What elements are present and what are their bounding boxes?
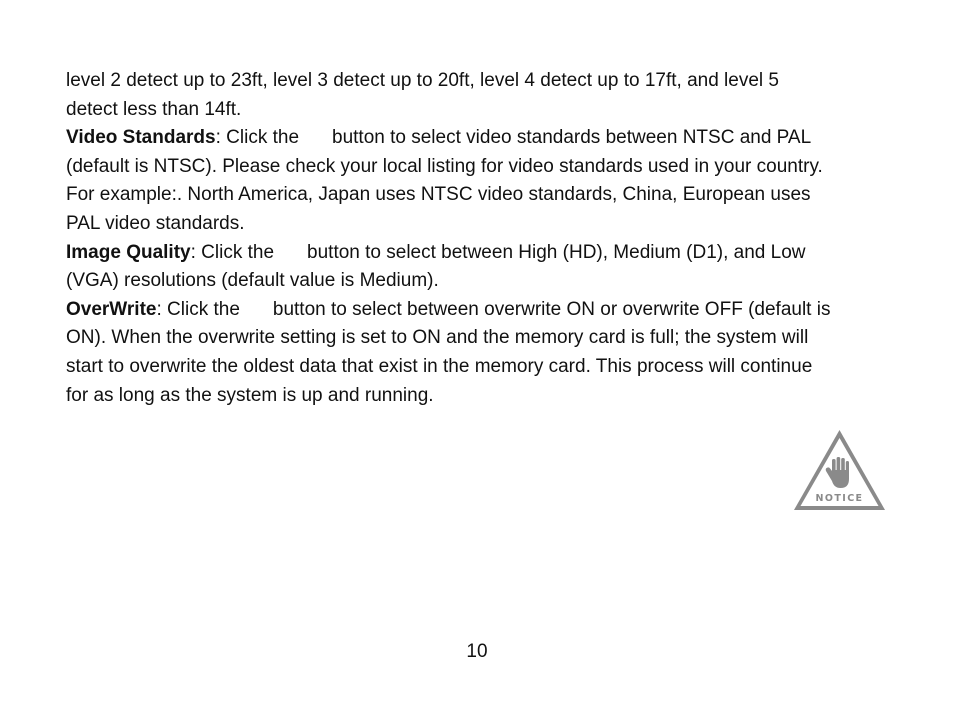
overwrite-lead: : Click the: [156, 298, 240, 320]
overwrite-after-icon: button to select between overwrite ON or overwrite OFF (default is: [272, 298, 831, 320]
notice-label: NOTICE: [815, 493, 864, 504]
body-text: [66, 67, 916, 410]
image-quality-line-2: (VGA) resolutions (default value is Medium).: [66, 270, 439, 292]
page-number: 10: [466, 641, 488, 662]
overwrite-line-3: start to overwrite the oldest data that exist in the memory card. This process will continue: [66, 355, 813, 377]
notice-badge: [792, 428, 887, 512]
overwrite-line-2: ON). When the overwrite setting is set to ON and the memory card is full; the system will: [66, 327, 809, 349]
video-standards-line-3: For example:. North America, Japan uses NTSC video standards, China, European uses: [66, 184, 811, 206]
overwrite-term: OverWrite: [66, 298, 157, 320]
detection-line-1: level 2 detect up to 23ft, level 3 detect up to 20ft, level 4 detect up to 17ft, and level 5: [66, 70, 779, 91]
overwrite-line-1: [66, 296, 916, 325]
overwrite-line-4: for as long as the system is up and running.: [66, 384, 434, 406]
video-standards-term: Video Standards: [66, 127, 216, 149]
detection-line-2: detect less than 14ft.: [66, 98, 242, 120]
image-quality-lead: : Click the: [190, 241, 275, 263]
image-quality-term: Image Quality: [66, 241, 191, 263]
video-standards-line-4: PAL video standards.: [66, 212, 245, 234]
image-quality-line-1: [66, 239, 916, 268]
video-standards-line-2: (default is NTSC). Please check your local listing for video standards used in your country.: [66, 155, 823, 177]
video-standards-lead: : Click the: [215, 127, 300, 149]
video-standards-after-icon: button to select video standards between NTSC and PAL: [332, 127, 812, 149]
video-standards-line-1: [66, 124, 916, 153]
image-quality-after-icon: button to select between High (HD), Medium (D1), and Low: [307, 241, 806, 263]
